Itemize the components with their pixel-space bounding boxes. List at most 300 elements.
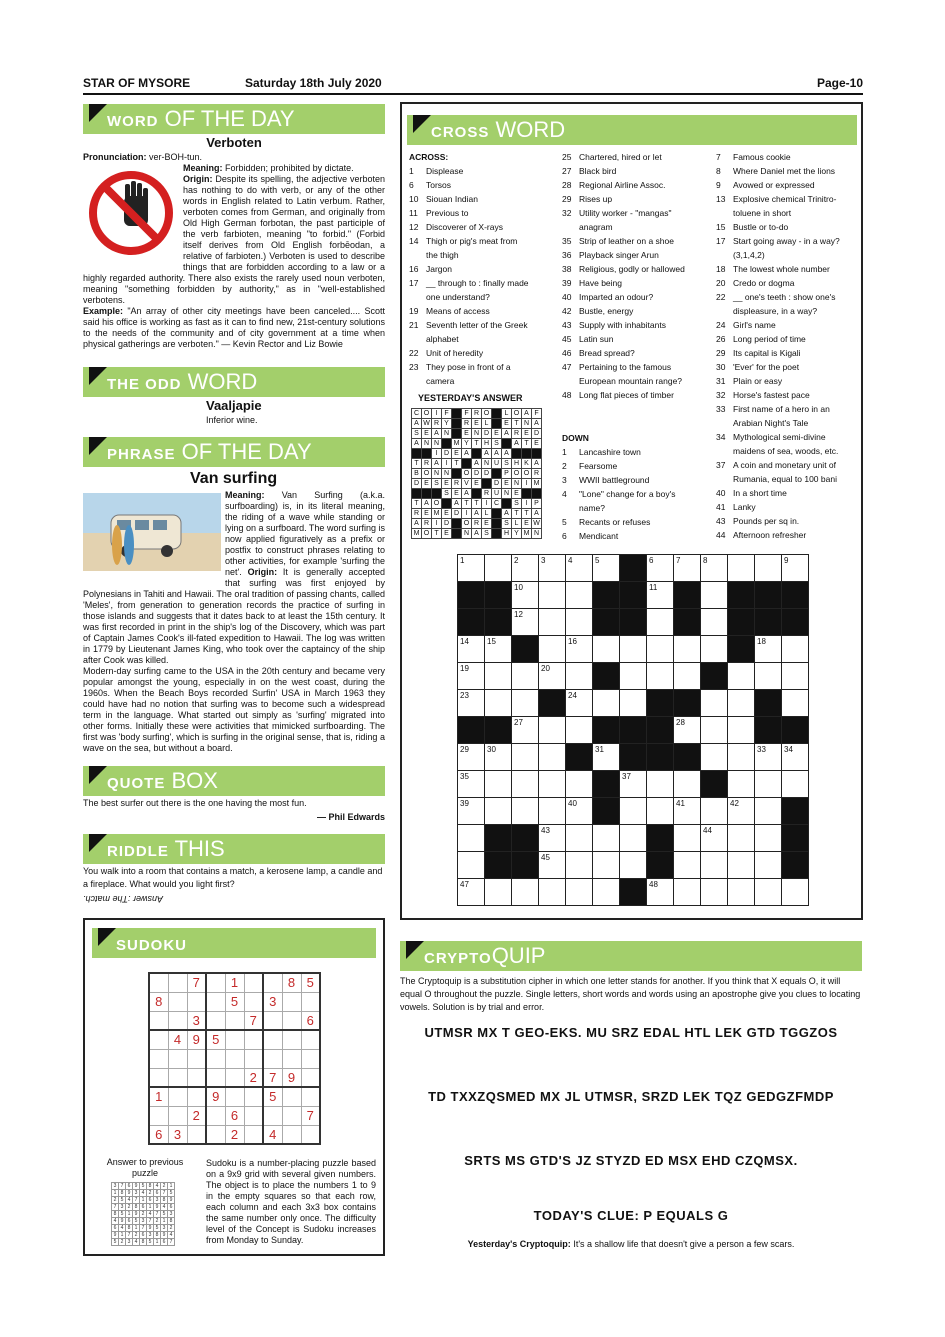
sudoku-cell: 1: [149, 1087, 168, 1106]
crossword-cell[interactable]: [566, 717, 593, 744]
sudoku-cell: [149, 1049, 168, 1068]
crossword-cell[interactable]: 34: [782, 744, 809, 771]
crossword-cell[interactable]: [674, 609, 701, 636]
crossword-cell[interactable]: [782, 717, 809, 744]
crossword-cell[interactable]: [782, 852, 809, 879]
crossword-cell[interactable]: [782, 825, 809, 852]
clue: 29 Rises up: [562, 194, 613, 204]
answer-cell: [502, 439, 512, 449]
crossword-cell[interactable]: [755, 798, 782, 825]
crossword-cell[interactable]: 19: [458, 663, 485, 690]
crossword-cell[interactable]: [755, 717, 782, 744]
crossword-cell[interactable]: [485, 852, 512, 879]
answer-cell: A: [532, 419, 542, 429]
answer-cell: M: [522, 529, 532, 539]
crossword-cell[interactable]: [620, 609, 647, 636]
crossword-cell[interactable]: [512, 771, 539, 798]
yesterday-cryptoquip: Yesterday's Cryptoquip: It's a shallow life that doesn't give a person a few scars.: [467, 1239, 795, 1249]
crossword-cell[interactable]: [674, 690, 701, 717]
crossword-cell[interactable]: [674, 879, 701, 906]
clue: 33 First name of a hero in an: [716, 404, 830, 414]
crossword-cell[interactable]: [728, 852, 755, 879]
crossword-cell[interactable]: [647, 798, 674, 825]
mini-cell: 7: [168, 1239, 175, 1246]
answer-cell: E: [422, 429, 432, 439]
crossword-cell[interactable]: [485, 771, 512, 798]
crossword-cell[interactable]: 10: [512, 582, 539, 609]
answer-cell: [522, 489, 532, 499]
crossword-cell[interactable]: [620, 690, 647, 717]
answer-cell: L: [482, 509, 492, 519]
crossword-cell[interactable]: [458, 582, 485, 609]
answer-cell: I: [462, 509, 472, 519]
mini-cell: 1: [119, 1232, 126, 1239]
clue: 44 Afternoon refresher: [716, 530, 807, 540]
sudoku-answer-label: Answer to previous puzzle: [106, 1157, 184, 1178]
clue: 15 Bustle or to-do: [716, 222, 789, 232]
clue: 2 Fearsome: [562, 461, 618, 471]
crossword-cell[interactable]: 5: [593, 555, 620, 582]
crossword-cell[interactable]: [593, 663, 620, 690]
crossword-cell[interactable]: 47: [458, 879, 485, 906]
page-number: Page-10: [816, 76, 863, 90]
crossword-cell[interactable]: [674, 636, 701, 663]
crossword-cell[interactable]: [782, 582, 809, 609]
crossword-cell[interactable]: [620, 744, 647, 771]
crossword-cell[interactable]: [539, 879, 566, 906]
crossword-cell[interactable]: [593, 852, 620, 879]
mini-cell: 1: [147, 1204, 154, 1211]
crossword-cell[interactable]: [539, 690, 566, 717]
crossword-cell[interactable]: [566, 663, 593, 690]
mini-cell: 5: [168, 1190, 175, 1197]
crossword-cell[interactable]: 14: [458, 636, 485, 663]
crossword-cell[interactable]: 33: [755, 744, 782, 771]
crossword-cell[interactable]: 16: [566, 636, 593, 663]
clue: 43 Pounds per sq in.: [716, 516, 800, 526]
clue: 13 Explosive chemical Trinitro-: [716, 194, 837, 204]
answer-cell: P: [532, 499, 542, 509]
crossword-cell[interactable]: [701, 852, 728, 879]
mini-cell: 9: [154, 1204, 161, 1211]
sudoku-cell: 5: [301, 973, 320, 992]
clue: 7 Famous cookie: [716, 152, 791, 162]
crossword-cell[interactable]: [485, 555, 512, 582]
mini-cell: 8: [112, 1211, 119, 1218]
crossword-cell[interactable]: [566, 879, 593, 906]
crossword-cell[interactable]: [593, 825, 620, 852]
mini-cell: 7: [161, 1190, 168, 1197]
crossword-cell[interactable]: [485, 798, 512, 825]
crossword-cell[interactable]: [539, 636, 566, 663]
crossword-cell[interactable]: [593, 717, 620, 744]
clue: 48 Long flat pieces of timber: [562, 390, 674, 400]
sudoku-cell: [187, 1049, 206, 1068]
crossword-cell[interactable]: [647, 717, 674, 744]
crossword-cell[interactable]: [755, 555, 782, 582]
crossword-cell[interactable]: 1: [458, 555, 485, 582]
crossword-cell[interactable]: [485, 879, 512, 906]
clue: 17 Start going away - in a way?: [716, 236, 840, 246]
crossword-cell[interactable]: [755, 690, 782, 717]
clue: 28 Regional Airline Assoc.: [562, 180, 666, 190]
crossword-cell[interactable]: 7: [674, 555, 701, 582]
crossword-cell[interactable]: [485, 609, 512, 636]
answer-cell: I: [442, 459, 452, 469]
crossword-cell[interactable]: 3: [539, 555, 566, 582]
crossword-cell[interactable]: [458, 852, 485, 879]
crossword-cell[interactable]: 35: [458, 771, 485, 798]
crossword-cell[interactable]: [512, 879, 539, 906]
clue: 17 __ through to : finally made: [409, 278, 529, 288]
crossword-cell[interactable]: 39: [458, 798, 485, 825]
crossword-cell[interactable]: 48: [647, 879, 674, 906]
cipher-line-1: UTMSR MX T GEO-EKS. MU SRZ EDAL HTL LEK GTD TGGZOS: [424, 1025, 838, 1040]
crossword-cell[interactable]: [593, 771, 620, 798]
crossword-cell[interactable]: [782, 636, 809, 663]
answer-cell: I: [432, 409, 442, 419]
crossword-cell[interactable]: [782, 690, 809, 717]
crossword-cell[interactable]: [593, 690, 620, 717]
answer-cell: T: [462, 499, 472, 509]
crossword-cell[interactable]: [755, 582, 782, 609]
cryptoquip-title: CRYPTOQUIP: [400, 941, 862, 971]
answer-cell: D: [532, 429, 542, 439]
answer-cell: S: [492, 439, 502, 449]
crossword-cell[interactable]: [620, 825, 647, 852]
crossword-cell[interactable]: [539, 717, 566, 744]
sudoku-cell: 5: [206, 1030, 225, 1049]
crossword-cell[interactable]: 24: [566, 690, 593, 717]
crossword-cell[interactable]: [620, 636, 647, 663]
riddle-text: You walk into a room that contains a match, a kerosene lamp, a candle and a fireplace. What would you light first?: [83, 866, 383, 889]
sudoku-cell: [263, 1106, 282, 1125]
answer-cell: N: [512, 479, 522, 489]
clue: 29 Its capital is Kigali: [716, 348, 801, 358]
crossword-cell[interactable]: [728, 879, 755, 906]
answer-cell: F: [462, 409, 472, 419]
crossword-cell[interactable]: [620, 879, 647, 906]
crossword-cell[interactable]: [539, 771, 566, 798]
answer-cell: R: [452, 479, 462, 489]
answer-cell: L: [502, 409, 512, 419]
crossword-cell[interactable]: 43: [539, 825, 566, 852]
phrase-body: Meaning: Van Surfing (a.k.a. surfboarding) is, in its literal meaning, the riding of a wave while standing or lying on a surfboard. The word surfing is now applied figuratively as a prefix or postfix to construct phrases relating to other activities, for example 'surfing the net'. Origin: It is generally accepted that surfing was first enjoyed by Polynesians in Tahiti and Hawaii. The oral tradition of passing chants, called 'Meles', from generation to generation records the practice of surfing in those islands and suggests that it dates back to at least the 15th century. It was first recorded in print in the ship's log of the Discovery, which was part of Captain James Cook's ill-fated expedition to Hawaii. The log was written in 1779 by Lieutenant James King, who took over the captaincy of the ship after Cook was killed. Modern-day surfing came to the USA in the 20th century and became very popular amongst the young, especially in on the west coast, during the 1960s. When the Beach Boys recorded Surfin' USA in March 1963 they could have had no notion that surfing was to become such a widespread term in the language. What started out simply as 'surfing' migrated into other forms. Initially these were activities that mimicked surfboarding. The first was 'body surfing', which is surfing in the original sense, that is, riding a wave on the sea, but without a board.: [83, 490, 385, 753]
sudoku-cell: 8: [282, 973, 301, 992]
odd-word-title: THE ODD WORD: [83, 367, 385, 397]
answer-cell: R: [472, 519, 482, 529]
crossword-cell[interactable]: [782, 879, 809, 906]
mini-cell: 7: [126, 1232, 133, 1239]
crossword-cell[interactable]: 37: [620, 771, 647, 798]
issue-date: Saturday 18th July 2020: [245, 76, 382, 90]
answer-cell: O: [462, 469, 472, 479]
sudoku-previous-answer: [111, 1182, 175, 1246]
crossword-cell[interactable]: [701, 798, 728, 825]
mini-cell: 4: [154, 1183, 161, 1190]
sudoku-cell: [168, 1087, 187, 1106]
crossword-cell[interactable]: [593, 798, 620, 825]
crossword-cell[interactable]: [539, 609, 566, 636]
crossword-cell[interactable]: 27: [512, 717, 539, 744]
crossword-cell[interactable]: [755, 852, 782, 879]
mini-cell: 5: [154, 1225, 161, 1232]
mini-cell: 8: [126, 1225, 133, 1232]
crossword-cell[interactable]: 8: [701, 555, 728, 582]
answer-cell: H: [502, 529, 512, 539]
clue: 32 Horse's fastest pace: [716, 390, 810, 400]
crossword-cell[interactable]: [485, 717, 512, 744]
answer-cell: [532, 449, 542, 459]
crossword-cell[interactable]: [512, 852, 539, 879]
crossword-cell[interactable]: 41: [674, 798, 701, 825]
crossword-cell[interactable]: [728, 771, 755, 798]
crossword-cell[interactable]: [647, 690, 674, 717]
sudoku-cell: 1: [225, 973, 244, 992]
todays-clue: TODAY'S CLUE: P EQUALS G: [533, 1208, 729, 1223]
crossword-cell[interactable]: [647, 771, 674, 798]
answer-cell: A: [452, 499, 462, 509]
sudoku-cell: [263, 1049, 282, 1068]
crossword-cell[interactable]: [593, 582, 620, 609]
answer-cell: T: [412, 459, 422, 469]
crossword-cell[interactable]: [728, 582, 755, 609]
crossword-cell[interactable]: 44: [701, 825, 728, 852]
crossword-cell[interactable]: [512, 798, 539, 825]
answer-cell: A: [512, 439, 522, 449]
crossword-cell[interactable]: 23: [458, 690, 485, 717]
crossword-cell[interactable]: [620, 582, 647, 609]
answer-cell: E: [472, 479, 482, 489]
answer-cell: [452, 529, 462, 539]
crossword-cell[interactable]: [782, 663, 809, 690]
crossword-cell[interactable]: [647, 852, 674, 879]
answer-cell: [512, 449, 522, 459]
answer-cell: A: [532, 509, 542, 519]
crossword-cell[interactable]: [485, 690, 512, 717]
crossword-cell[interactable]: [755, 771, 782, 798]
answer-cell: I: [522, 479, 532, 489]
clue: 21 Seventh letter of the Greek: [409, 320, 528, 330]
crossword-cell[interactable]: [674, 744, 701, 771]
mini-cell: 2: [147, 1190, 154, 1197]
crossword-cell[interactable]: [566, 852, 593, 879]
crossword-cell[interactable]: [566, 744, 593, 771]
answer-cell: R: [412, 509, 422, 519]
crossword-cell[interactable]: 15: [485, 636, 512, 663]
crossword-cell[interactable]: [728, 825, 755, 852]
crossword-cell[interactable]: [674, 771, 701, 798]
crossword-cell[interactable]: [701, 582, 728, 609]
yesterday-label: YESTERDAY'S ANSWER: [418, 393, 523, 403]
crossword-cell[interactable]: 29: [458, 744, 485, 771]
sudoku-cell: 3: [168, 1125, 187, 1144]
crossword-cell[interactable]: [539, 798, 566, 825]
sudoku-cell: 7: [187, 973, 206, 992]
crossword-cell[interactable]: [755, 609, 782, 636]
crossword-cell[interactable]: [458, 825, 485, 852]
mini-cell: 5: [119, 1197, 126, 1204]
crossword-cell[interactable]: 45: [539, 852, 566, 879]
crossword-cell[interactable]: [458, 717, 485, 744]
sudoku-cell: [263, 1030, 282, 1049]
answer-cell: A: [492, 449, 502, 459]
crossword-cell[interactable]: 20: [539, 663, 566, 690]
sudoku-cell: [187, 992, 206, 1011]
crossword-cell[interactable]: [755, 663, 782, 690]
crossword-cell[interactable]: [485, 582, 512, 609]
crossword-cell[interactable]: [512, 690, 539, 717]
crossword-cell[interactable]: [674, 825, 701, 852]
answer-cell: D: [442, 449, 452, 459]
quote-text: The best surfer out there is the one having the most fun.: [83, 798, 307, 808]
crossword-cell[interactable]: [593, 879, 620, 906]
crossword-cell[interactable]: 4: [566, 555, 593, 582]
riddle-title: RIDDLE THIS: [83, 834, 385, 864]
clue: 5 Recants or refuses: [562, 517, 651, 527]
crossword-cell[interactable]: [701, 744, 728, 771]
sudoku-cell: [206, 1049, 225, 1068]
crossword-cell[interactable]: [458, 609, 485, 636]
mini-cell: 2: [168, 1225, 175, 1232]
clues-col1: 1 Displease 6 Torsos 10 Siouan Indian 11 Previous to 12 Discoverer of X-rays 14 Thigh or pig's meat from the thigh 16 Jargon 17 __ through to : finally made one understand? 19 Means of access 21 Seventh letter of the Greek alphabet 22 Unit of heredity 23 They pose in front of a camera: [409, 166, 529, 386]
crossword-cell[interactable]: [782, 771, 809, 798]
crossword-cell[interactable]: [620, 555, 647, 582]
crossword-cell[interactable]: 42: [728, 798, 755, 825]
crossword-cell[interactable]: [539, 744, 566, 771]
crossword-cell[interactable]: 30: [485, 744, 512, 771]
crossword-cell[interactable]: [701, 609, 728, 636]
crossword-cell[interactable]: 31: [593, 744, 620, 771]
crossword-cell[interactable]: [701, 636, 728, 663]
answer-cell: R: [422, 519, 432, 529]
mini-cell: 6: [147, 1197, 154, 1204]
mini-cell: 4: [126, 1197, 133, 1204]
pronunciation: Pronunciation: ver-BOH-tun.: [83, 152, 203, 162]
crossword-cell[interactable]: [782, 609, 809, 636]
crossword-cell[interactable]: [620, 798, 647, 825]
crossword-cell[interactable]: [728, 744, 755, 771]
sudoku-title: SUDOKU: [92, 928, 376, 958]
crossword-cell[interactable]: [485, 825, 512, 852]
mini-cell: 8: [140, 1239, 147, 1246]
clue: 19 Means of access: [409, 306, 490, 316]
clue: 16 Jargon: [409, 264, 452, 274]
crossword-cell[interactable]: [647, 636, 674, 663]
crossword-cell[interactable]: [620, 717, 647, 744]
crossword-cell[interactable]: [512, 663, 539, 690]
crossword-cell[interactable]: 12: [512, 609, 539, 636]
answer-cell: S: [482, 529, 492, 539]
crossword-cell[interactable]: 9: [782, 555, 809, 582]
crossword-cell[interactable]: [593, 636, 620, 663]
mini-cell: 7: [154, 1211, 161, 1218]
answer-cell: [472, 489, 482, 499]
crossword-cell[interactable]: 2: [512, 555, 539, 582]
crossword-cell[interactable]: [701, 879, 728, 906]
crossword-cell[interactable]: [701, 717, 728, 744]
crossword-cell[interactable]: [728, 609, 755, 636]
crossword-cell[interactable]: [512, 825, 539, 852]
clue: 9 Avowed or expressed: [716, 180, 815, 190]
crossword-cell[interactable]: [674, 582, 701, 609]
answer-cell: D: [482, 429, 492, 439]
answer-cell: H: [482, 439, 492, 449]
mini-cell: 1: [154, 1239, 161, 1246]
crossword-cell[interactable]: [728, 690, 755, 717]
sudoku-cell: [244, 1030, 263, 1049]
crossword-cell[interactable]: [620, 663, 647, 690]
crossword-cell[interactable]: [512, 636, 539, 663]
crossword-cell[interactable]: [512, 744, 539, 771]
clues-col2: 25 Chartered, hired or let 27 Black bird 28 Regional Airline Assoc. 29 Rises up 32 Utility worker - "mangas" anagram 35 Strip of leather on a shoe 36 Playback singer Arun 38 Religious, godly or hallowed 39 Have being 40 Imparted an odour? 42 Bustle, energy 43 Supply with inhabitants 45 Latin sun 46 Bread spread? 47 Pertaining to the famous European mountain range? 48 Long flat pieces of timber: [562, 152, 685, 400]
crossword-cell[interactable]: 40: [566, 798, 593, 825]
crossword-cell[interactable]: [566, 825, 593, 852]
crossword-cell[interactable]: 28: [674, 717, 701, 744]
crossword-cell[interactable]: [701, 690, 728, 717]
answer-cell: T: [512, 419, 522, 429]
clue: 11 Previous to: [409, 208, 469, 218]
crossword-cell[interactable]: [674, 663, 701, 690]
sudoku-cell: 9: [282, 1068, 301, 1087]
crossword-cell[interactable]: [728, 663, 755, 690]
crossword-cell[interactable]: [755, 825, 782, 852]
sudoku-cell: 9: [187, 1030, 206, 1049]
crossword-cell[interactable]: [485, 663, 512, 690]
sudoku-cell: [149, 973, 168, 992]
answer-cell: T: [432, 529, 442, 539]
crossword-cell[interactable]: 18: [755, 636, 782, 663]
crossword-cell[interactable]: [647, 744, 674, 771]
answer-cell: N: [442, 469, 452, 479]
crossword-cell[interactable]: [647, 825, 674, 852]
crossword-cell[interactable]: [539, 582, 566, 609]
crossword-cell[interactable]: [620, 852, 647, 879]
clue: 41 Lanky: [716, 502, 756, 512]
crossword-cell[interactable]: [701, 771, 728, 798]
sudoku-cell: [301, 992, 320, 1011]
crossword-cell[interactable]: [566, 771, 593, 798]
paper-name: STAR OF MYSORE: [83, 76, 191, 90]
crossword-cell[interactable]: [674, 852, 701, 879]
crossword-cell[interactable]: [647, 609, 674, 636]
mini-cell: 2: [133, 1232, 140, 1239]
crossword-cell[interactable]: [566, 582, 593, 609]
crossword-cell[interactable]: [728, 636, 755, 663]
crossword-cell[interactable]: 6: [647, 555, 674, 582]
crossword-cell[interactable]: [782, 798, 809, 825]
sudoku-cell: [149, 1106, 168, 1125]
crossword-cell[interactable]: [701, 663, 728, 690]
mini-cell: 6: [161, 1239, 168, 1246]
crossword-cell[interactable]: [728, 555, 755, 582]
mini-cell: 8: [147, 1183, 154, 1190]
crossword-cell[interactable]: [728, 717, 755, 744]
crossword-cell[interactable]: [647, 663, 674, 690]
answer-cell: [442, 499, 452, 509]
word-of-day-body: Meaning: Forbidden; prohibited by dictate. Origin: Despite its spelling, the adjective verboten has nothing to do with verb, or any of the other words in English related to Latin verbum. Rather, verboten comes from German, and originally from Old High German forbotan, the past participle of the verb farbioten, meaning "to forbid." (Forbid itself derives from Old English forbēodan, a relative of farbioten.) Verboten is used to describe things that are forbidden according to a law or a highly regarded authority. There also exists the rarely used noun verboten, meaning "something forbidden by authority," as in "well-established verbotens. Example: "An array of other city meetings have been canceled.... Scott said his office is working as fast as it can to find new, 21st-century solutions to the needs of the community and of city government at a time when physical gatherings are verboten." — Kevin Rector and Liz Bowie: [83, 163, 385, 349]
sudoku-cell: [206, 1125, 225, 1144]
crossword-cell[interactable]: [566, 609, 593, 636]
crossword-cell[interactable]: 11: [647, 582, 674, 609]
answer-cell: M: [452, 439, 462, 449]
answer-cell: E: [442, 509, 452, 519]
crossword-cell[interactable]: [593, 609, 620, 636]
mini-cell: 2: [119, 1239, 126, 1246]
answer-cell: E: [422, 509, 432, 519]
crossword-cell[interactable]: [755, 879, 782, 906]
mini-cell: 7: [140, 1225, 147, 1232]
